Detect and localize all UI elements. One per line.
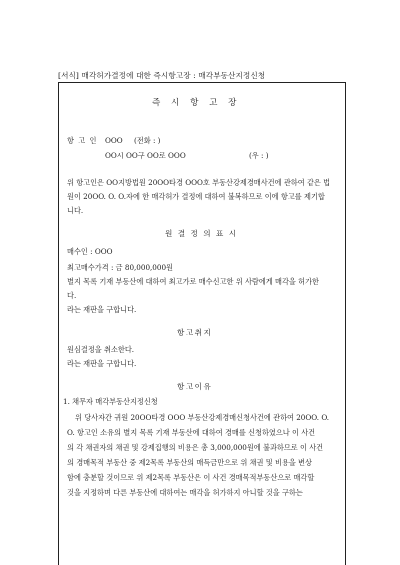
buyer-line: 매수인 : OOO <box>67 247 113 256</box>
appellant-phone: (전화 : ) <box>134 136 161 145</box>
intro-line-2: 원이 20OO. O. O.자에 한 매각허가 결정에 대하여 불복하므로 이에 항고를 제기합 <box>67 192 325 201</box>
intro-line-1: 위 항고인은 OO지방법원 20OO타경 OOO호 부동산강제경매사건에 관하여 같은 법 <box>67 178 331 187</box>
price-line: 최고매수가격 : 금 80,000,000원 <box>67 263 173 272</box>
decision-body-2: 다. <box>67 291 77 300</box>
reason-line: 함에 충분할 것이므로 위 제2목록 부동산은 이 사건 경매목적부동산으로 매각할 <box>67 473 315 482</box>
appeal-reason-heading: 항고이유 <box>177 382 213 391</box>
intro-line-3: 니다. <box>67 206 84 215</box>
appellant-postal: (우 : ) <box>249 151 269 160</box>
appellant-name: OOO <box>105 136 123 145</box>
form-box <box>58 82 346 565</box>
reason-line: 의 각 채권자의 채권 및 강제집행의 비용은 총 3,000,000원에 불과하므로 이 사건 <box>67 443 324 452</box>
appeal-purpose-line-2: 라는 재판을 구합니다. <box>67 359 137 368</box>
appeal-purpose-heading: 항고취지 <box>177 328 213 337</box>
document-title: 즉 시 항 고 장 <box>152 98 241 108</box>
appellant-address: OO시 OO구 OO로 OOO <box>105 151 186 160</box>
original-decision-heading: 원 결 정 의 표 시 <box>165 229 238 238</box>
decision-closing: 라는 재판을 구합니다. <box>67 305 137 314</box>
appellant-label: 항 고 인 <box>67 136 98 145</box>
reason-line: 것을 지정하며 다른 부동산에 대하여는 매각을 허가하지 아니할 것을 구하는 <box>67 488 303 497</box>
reason-item-1: 1. 채무자 매각부동산지정신청 <box>63 397 158 406</box>
reason-line: 의 경매목적 부동산 중 제2목록 부동산의 매득금만으로 위 채권 및 비용을 변상 <box>67 458 312 467</box>
appeal-purpose-line-1: 원심결정을 취소한다. <box>67 345 135 354</box>
form-header: [서식] 매각허가결정에 대한 즉시항고장 : 매각부동산지정신청 <box>58 71 266 80</box>
reason-line: 위 당사자간 귀원 20OO타경 OOO 부동산강제경매신청사건에 관하여 20OO. O. <box>75 413 330 422</box>
decision-body: 별지 목록 기재 부동산에 대하여 최고가로 매수신고한 위 사람에게 매각을 허가한 <box>67 277 319 286</box>
reason-line: O. 항고인 소유의 별지 목록 기재 부동산에 대하여 경매를 신청하였으나 이 사건 <box>67 428 316 437</box>
